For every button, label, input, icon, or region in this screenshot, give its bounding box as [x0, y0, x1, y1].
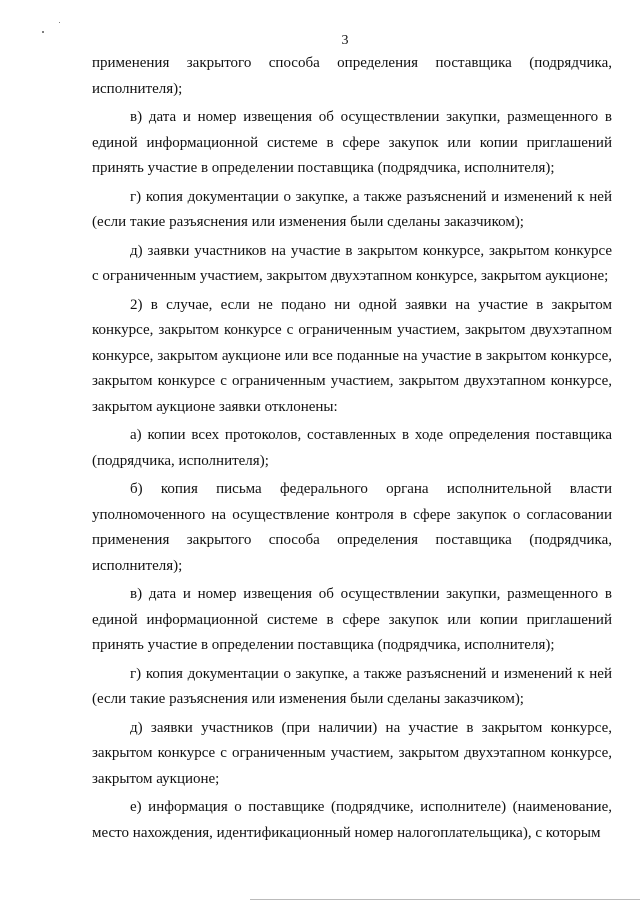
- page-bottom-edge: [250, 899, 640, 900]
- paragraph-9: г) копия документации о закупке, а также разъяснений и изменений к ней (если такие разъяснения или изменения были сделаны заказчиком);: [92, 665, 612, 707]
- paragraph-5: 2) в случае, если не подано ни одной заявки на участие в закрытом конкурсе, закрытом конкурсе с ограниченным участием, закрытом двухэтапном конкурсе, закрытом аукционе или все поданные на участие в закрытом конкурсе, закрытом конкурсе с ограниченным участием, закрытом двухэтапном конкурсе, закрытом аукционе заявки отклонены:: [92, 296, 612, 415]
- page-number: 3: [341, 33, 349, 48]
- scan-speck: [59, 22, 60, 23]
- document-body: [92, 51, 612, 849]
- paragraph-6: а) копии всех протоколов, составленных в ходе определения поставщика (подрядчика, исполнителя);: [92, 427, 612, 469]
- paragraph-3: г) копия документации о закупке, а также разъяснений и изменений к ней (если такие разъяснения или изменения были сделаны заказчиком);: [92, 188, 612, 230]
- paragraph-4: д) заявки участников на участие в закрытом конкурсе, закрытом конкурсе с ограниченным участием, закрытом двухэтапном конкурсе, закрытом аукционе;: [92, 242, 612, 284]
- paragraph-1: применения закрытого способа определения поставщика (подрядчика, исполнителя);: [92, 55, 612, 97]
- paragraph-2: в) дата и номер извещения об осуществлении закупки, размещенного в единой информационной системе в сфере закупок или копии приглашений принять участие в определении поставщика (подрядчика, исполнителя);: [92, 109, 612, 176]
- paragraph-8: в) дата и номер извещения об осуществлении закупки, размещенного в единой информационной системе в сфере закупок или копии приглашений принять участие в определении поставщика (подрядчика, исполнителя);: [92, 586, 612, 653]
- paragraph-11: е) информация о поставщике (подрядчике, исполнителе) (наименование, место нахождения, идентификационный номер налогоплательщика), с которым: [92, 799, 612, 841]
- paragraph-10: д) заявки участников (при наличии) на участие в закрытом конкурсе, закрытом конкурсе с ограниченным участием, закрытом двухэтапном конкурсе, закрытом аукционе;: [92, 719, 612, 787]
- paragraph-7: б) копия письма федерального органа исполнительной власти уполномоченного на осуществление контроля в сфере закупок о согласовании применения закрытого способа определения поставщика (подрядчика, исполнителя);: [92, 481, 612, 574]
